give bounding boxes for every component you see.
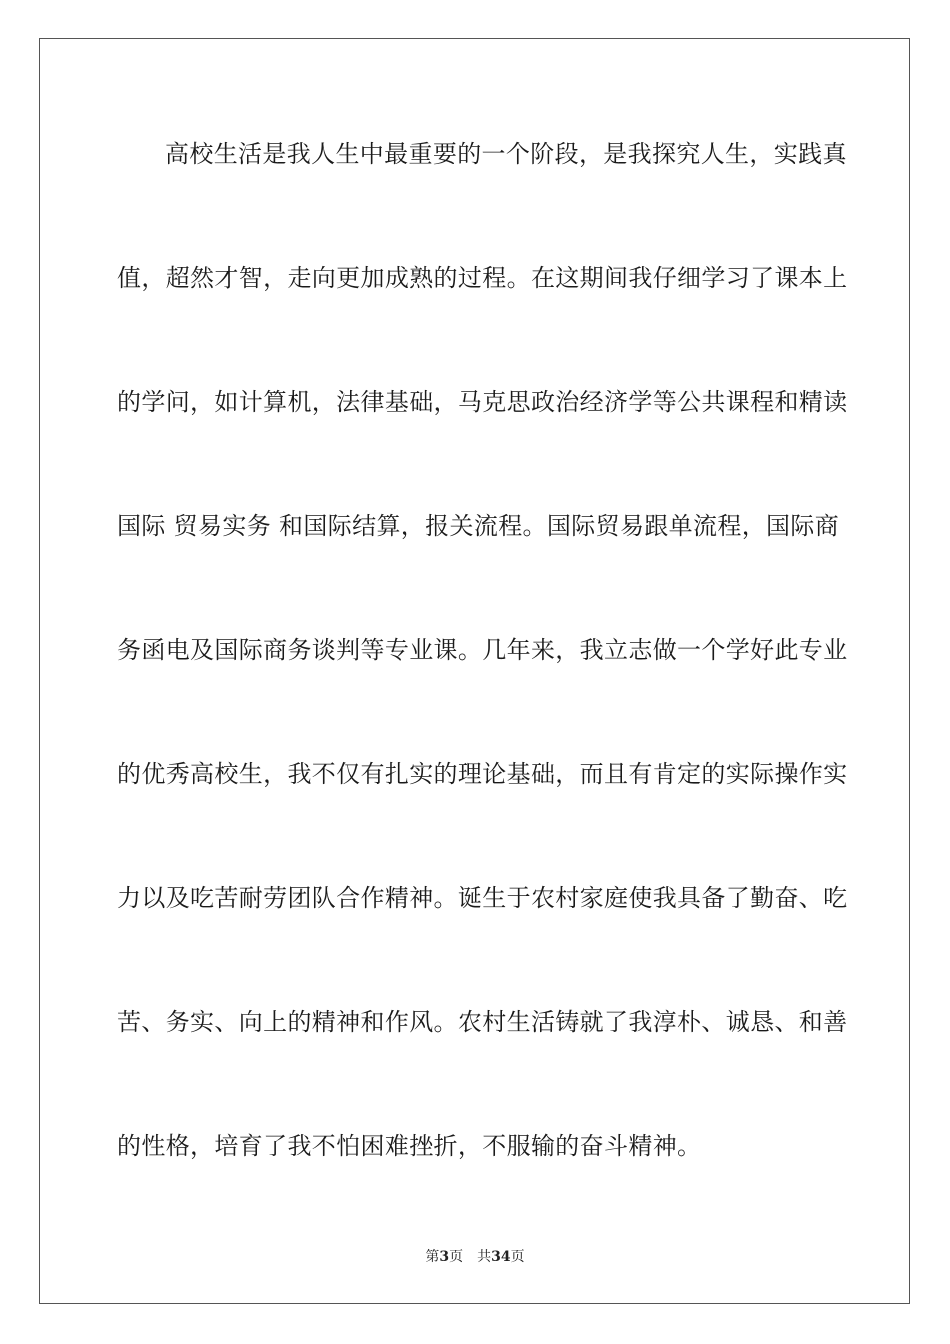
total-pages: 34 bbox=[491, 1249, 511, 1265]
total-prefix: 共 bbox=[477, 1249, 492, 1265]
page-footer bbox=[0, 1248, 950, 1266]
paragraph-line: 的学问，如计算机，法律基础，马克思政治经济学等公共课程和精读 bbox=[117, 388, 848, 416]
paragraph-line: 苦、务实、向上的精神和作风。农村生活铸就了我淳朴、诚恳、和善 bbox=[117, 1008, 848, 1036]
paragraph-line-last: 的性格，培育了我不怕困难挫折，不服输的奋斗精神。 bbox=[117, 1132, 702, 1160]
paragraph-line: 高校生活是我人生中最重要的一个阶段，是我探究人生，实践真 bbox=[165, 140, 847, 168]
total-suffix: 页 bbox=[510, 1249, 525, 1265]
paragraph-line: 值，超然才智，走向更加成熟的过程。在这期间我仔细学习了课本上 bbox=[117, 264, 848, 292]
page-number: 3 bbox=[439, 1249, 450, 1265]
page-border bbox=[39, 38, 910, 1304]
paragraph-line: 力以及吃苦耐劳团队合作精神。诞生于农村家庭使我具备了勤奋、吃 bbox=[117, 884, 848, 912]
paragraph-line: 国际 贸易实务 和国际结算，报关流程。国际贸易跟单流程，国际商 bbox=[117, 512, 840, 540]
paragraph-line: 务函电及国际商务谈判等专业课。几年来，我立志做一个学好此专业 bbox=[117, 636, 848, 664]
page-suffix: 页 bbox=[449, 1249, 464, 1265]
page-prefix: 第 bbox=[425, 1249, 440, 1265]
paragraph-line: 的优秀高校生，我不仅有扎实的理论基础，而且有肯定的实际操作实 bbox=[117, 760, 848, 788]
